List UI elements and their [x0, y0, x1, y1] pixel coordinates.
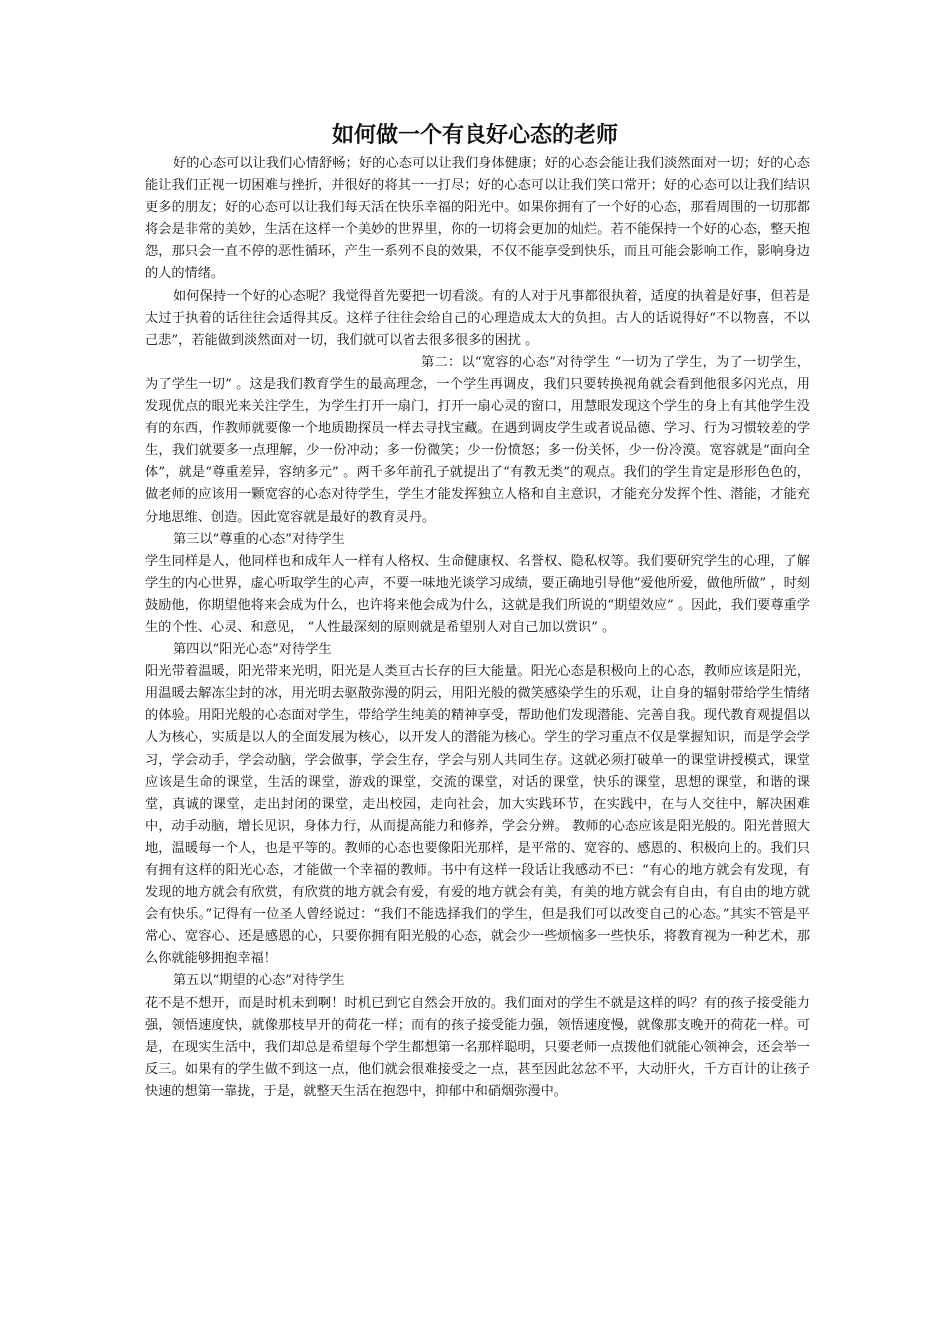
document-body: [145, 153, 810, 1103]
paragraph-how-to-keep: 如何保持一个好的心态呢？我觉得首先要把一切看淡。有的人对于凡事都很执着，适度的执着是好事，但若是太过于执着的话往往会适得其反。这样子往往会给自己的心理造成太大的负担。古人的话说得好“不以物喜，不以己悲”，若能做到淡然面对一切，我们就可以省去很多很多的困扰 。: [145, 288, 810, 348]
section-heading-expectation: 第五以“期望的心态”对待学生: [173, 973, 345, 989]
paragraph-tolerance: 第二：以“宽容的心态”对待学生 “一切为了学生，为了一切学生，为了学生一切” 。这是我们教育学生的最高理念，一个学生再调皮，我们只要转换视角就会看到他很多闪光点，用发现优点的眼光来关注学生，为学生打开一扇门，打开一扇心灵的窗口，用慧眼发现这个学生的身上有其他学生没有的东西，作教师就要像一个地质勘探员一样去寻找宝藏。在遇到调皮学生或者说品德、学习、行为习惯较差的学生，我们就要多一点理解，少一份冲动；多一份微笑；少一份愤怒；多一份关怀，少一份冷漠。宽容就是“面向全体”，就是“尊重差异，容纳多元” 。两千多年前孔子就提出了“有教无类”的观点。我们的学生肯定是形形色色的，做老师的应该用一颗宽容的心态对待学生，学生才能发挥独立人格和自主意识，才能充分发挥个性、潜能，才能充分地思维、创造。因此宽容就是最好的教育灵丹。: [145, 354, 810, 525]
paragraph-intro: 好的心态可以让我们心情舒畅；好的心态可以让我们身体健康；好的心态会能让我们淡然面对一切；好的心态能让我们正视一切困难与挫折，并很好的将其一一打尽；好的心态可以让我们笑口常开；好的心态可以让我们结识更多的朋友；好的心态可以让我们每天活在快乐幸福的阳光中。如果你拥有了一个好的心态，那看周围的一切那都将会是非常的美妙，生活在这样一个美妙的世界里，你的一切将会更加的灿烂。若不能保持一个好的心态，整天抱怨，那只会一直不停的恶性循环，产生一系列不良的效果，不仅不能享受到快乐，而且可能会影响工作，影响身边的人的情绪。: [145, 156, 810, 282]
paragraph-sunshine: 阳光带着温暖，阳光带来光明，阳光是人类亘古长存的巨大能量。阳光心态是积极向上的心态，教师应该是阳光，用温暖去解冻尘封的冰，用光明去驱散弥漫的阴云，用阳光般的微笑感染学生的乐观，让自身的辐射带给学生情绪的体验。用阳光般的心态面对学生，带给学生纯美的精神享受，帮助他们发现潜能、完善自我。现代教育观提倡以人为核心，实质是以人的全面发展为核心，以开发人的潜能为核心。学生的学习重点不仅是掌握知识，而是学会学习，学会动手，学会动脑，学会做事，学会生存，学会与别人共同生存。这就必须打破单一的课堂讲授模式，课堂应该是生命的课堂，生活的课堂，游戏的课堂，交流的课堂，对话的课堂，快乐的课堂，思想的课堂，和谐的课堂，真诚的课堂，走出封闭的课堂，走出校园，走向社会，加大实践环节，在实践中，在与人交往中，解决困难中，动手动脑，增长见识，身体力行，从而提高能力和修养，学会分辨。 教师的心态应该是阳光般的。阳光普照大地，温暖每一个人，也是平等的。教师的心态也要像阳光那样，是平常的、宽容的、感恩的、积极向上的。我们只有拥有这样的阳光心态，才能做一个幸福的教师。书中有这样一段话让我感动不已：“有心的地方就会有发现，有发现的地方就会有欣赏，有欣赏的地方就会有爱，有爱的地方就会有美，有美的地方就会有自由，有自由的地方就会有快乐。”记得有一位圣人曾经说过：“我们不能选择我们的学生，但是我们可以改变自己的心态。”其实不管是平常心、宽容心、还是感恩的心，只要你拥有阳光般的心态，就会少一些烦恼多一些快乐，将教育视为一种艺术，那么你就能够拥抱幸福！: [145, 664, 810, 967]
document-title: 如何做一个有良好心态的老师: [331, 123, 618, 148]
section-heading-sunshine: 第四以“阳光心态”对待学生: [173, 642, 332, 658]
paragraph-respect: 学生同样是人，他同样也和成年人一样有人格权、生命健康权、名誉权、隐私权等。我们要研究学生的心理，了解学生的内心世界，虚心听取学生的心声，不要一味地光谈学习成绩，要正确地引导他“爱他所爱，做他所做” ，时刻鼓励他，你期望他将来会成为什么，也许将来他会成为什么，这就是我们所说的“期望效应” 。因此，我们要尊重学生的个性、心灵、和意见， “人性最深刻的原则就是希望别人对自己加以赏识” 。: [145, 553, 810, 635]
paragraph-expectation: 花不是不想开，而是时机未到啊！时机已到它自然会开放的。我们面对的学生不就是这样的吗？有的孩子接受能力强，领悟速度快，就像那枝早开的荷花一样；而有的孩子接受能力强，领悟速度慢，就像那支晚开的荷花一样。可是，在现实生活中，我们却总是希望每个学生都想第一名那样聪明，只要老师一点拨他们就能心领神会，还会举一反三。如果有的学生做不到这一点，他们就会很难接受之一点，甚至因此忿忿不平，大动肝火，千方百计的让孩子快速的想第一靠拢，于是，就整天生活在抱怨中，抑郁中和硝烟弥漫中。: [145, 995, 810, 1099]
section-heading-respect: 第三以“尊重的心态”对待学生: [173, 531, 345, 547]
